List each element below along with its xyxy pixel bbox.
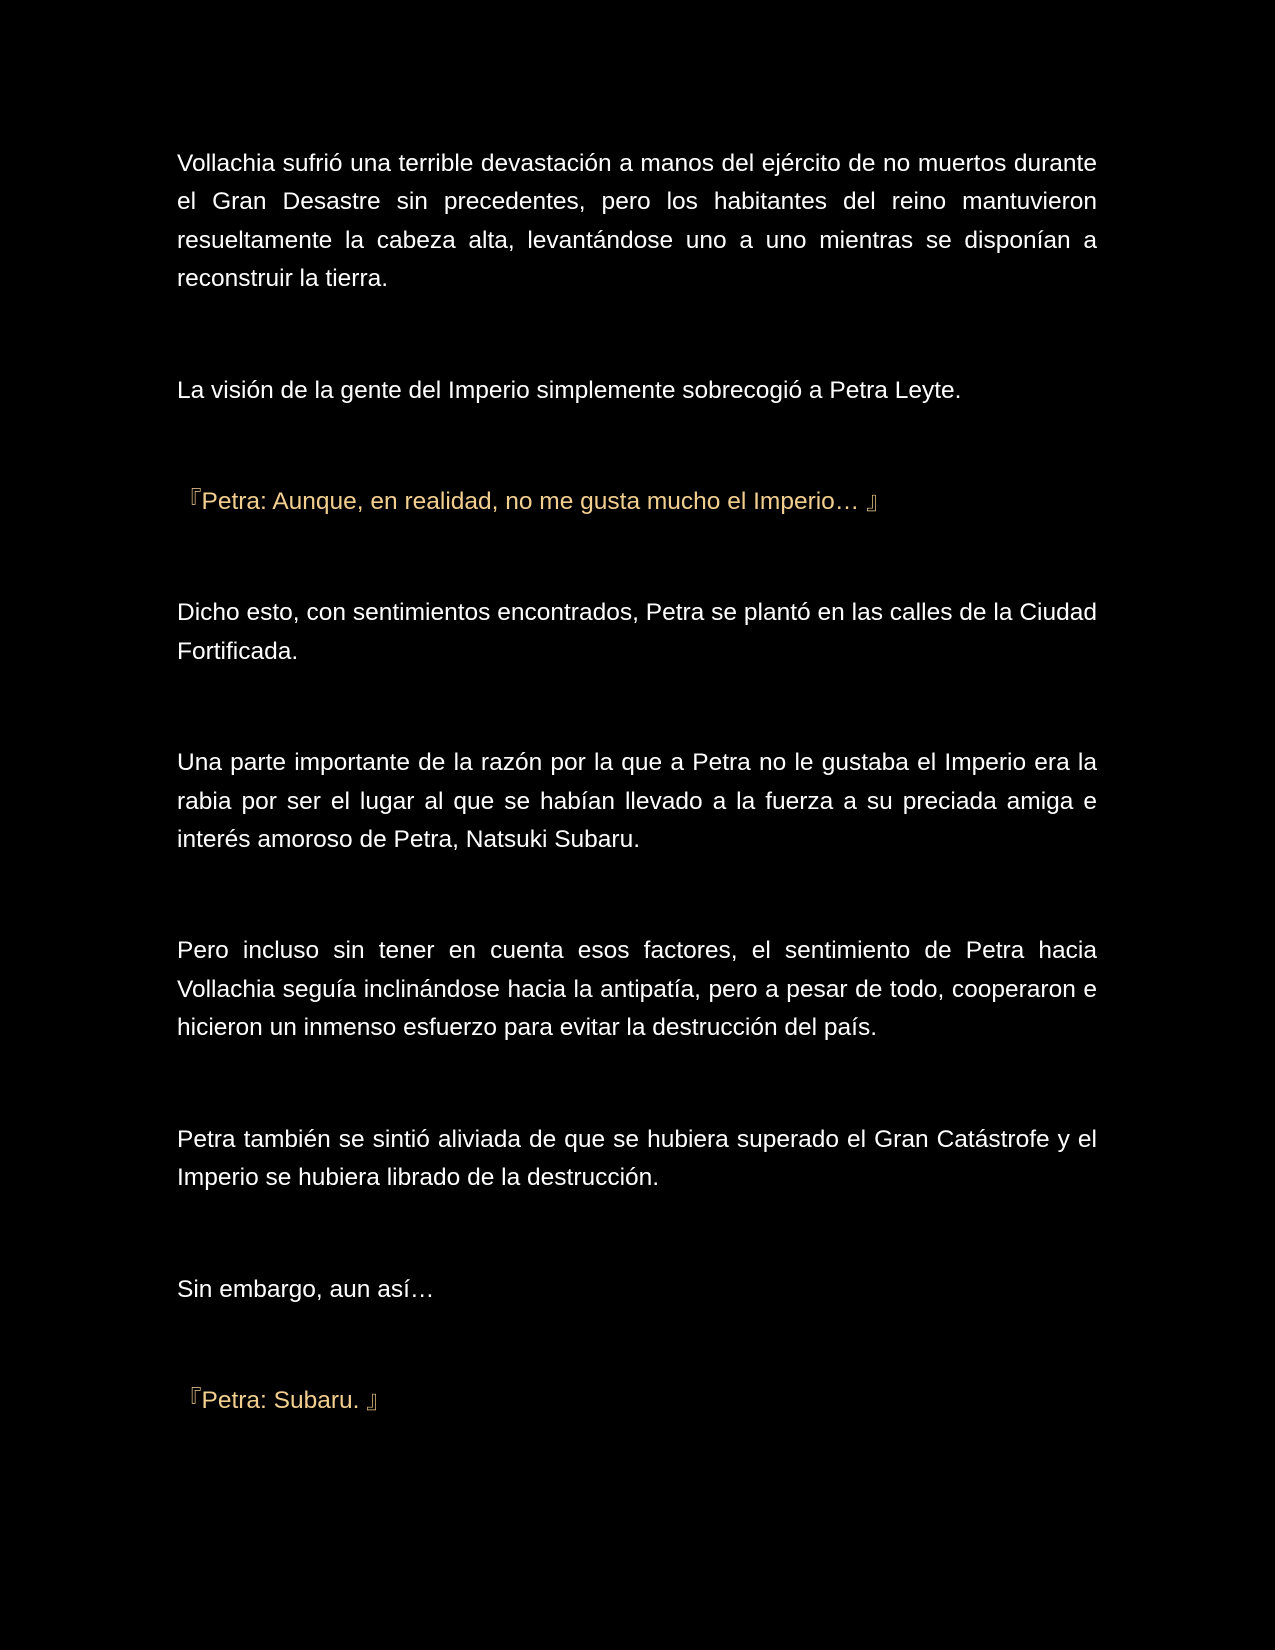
paragraph-4: Una parte importante de la razón por la que a Petra no le gustaba el Imperio era la rabia por ser el lugar al que se habían llevado a la fuerza a su preciada amiga e interés amoroso de Petra, Natsuki Subaru. — [177, 749, 1097, 854]
document-body — [177, 145, 1097, 1420]
dialogue-line-2: 『Petra: Subaru. 』 — [177, 1386, 391, 1414]
paragraph-2: La visión de la gente del Imperio simplemente sobrecogió a Petra Leyte. — [177, 376, 962, 404]
paragraph-7: Sin embargo, aun así… — [177, 1275, 435, 1303]
paragraph-5: Pero incluso sin tener en cuenta esos factores, el sentimiento de Petra hacia Vollachia seguía inclinándose hacia la antipatía, pero a pesar de todo, cooperaron e hicieron un inmenso esfuerzo para evitar la destrucción del país. — [177, 937, 1097, 1042]
paragraph-6: Petra también se sintió aliviada de que se hubiera superado el Gran Catástrofe y el Imperio se hubiera librado de la destrucción. — [177, 1125, 1097, 1192]
dialogue-line-1: 『Petra: Aunque, en realidad, no me gusta mucho el Imperio… 』 — [177, 488, 891, 516]
paragraph-1: Vollachia sufrió una terrible devastación a manos del ejército de no muertos durante el Gran Desastre sin precedentes, pero los habitantes del reino mantuvieron resueltamente la cabeza alta, levantándose uno a uno mientras se disponían a reconstruir la tierra. — [177, 150, 1097, 293]
paragraph-3: Dicho esto, con sentimientos encontrados, Petra se plantó en las calles de la Ciudad Fortificada. — [177, 599, 1097, 665]
